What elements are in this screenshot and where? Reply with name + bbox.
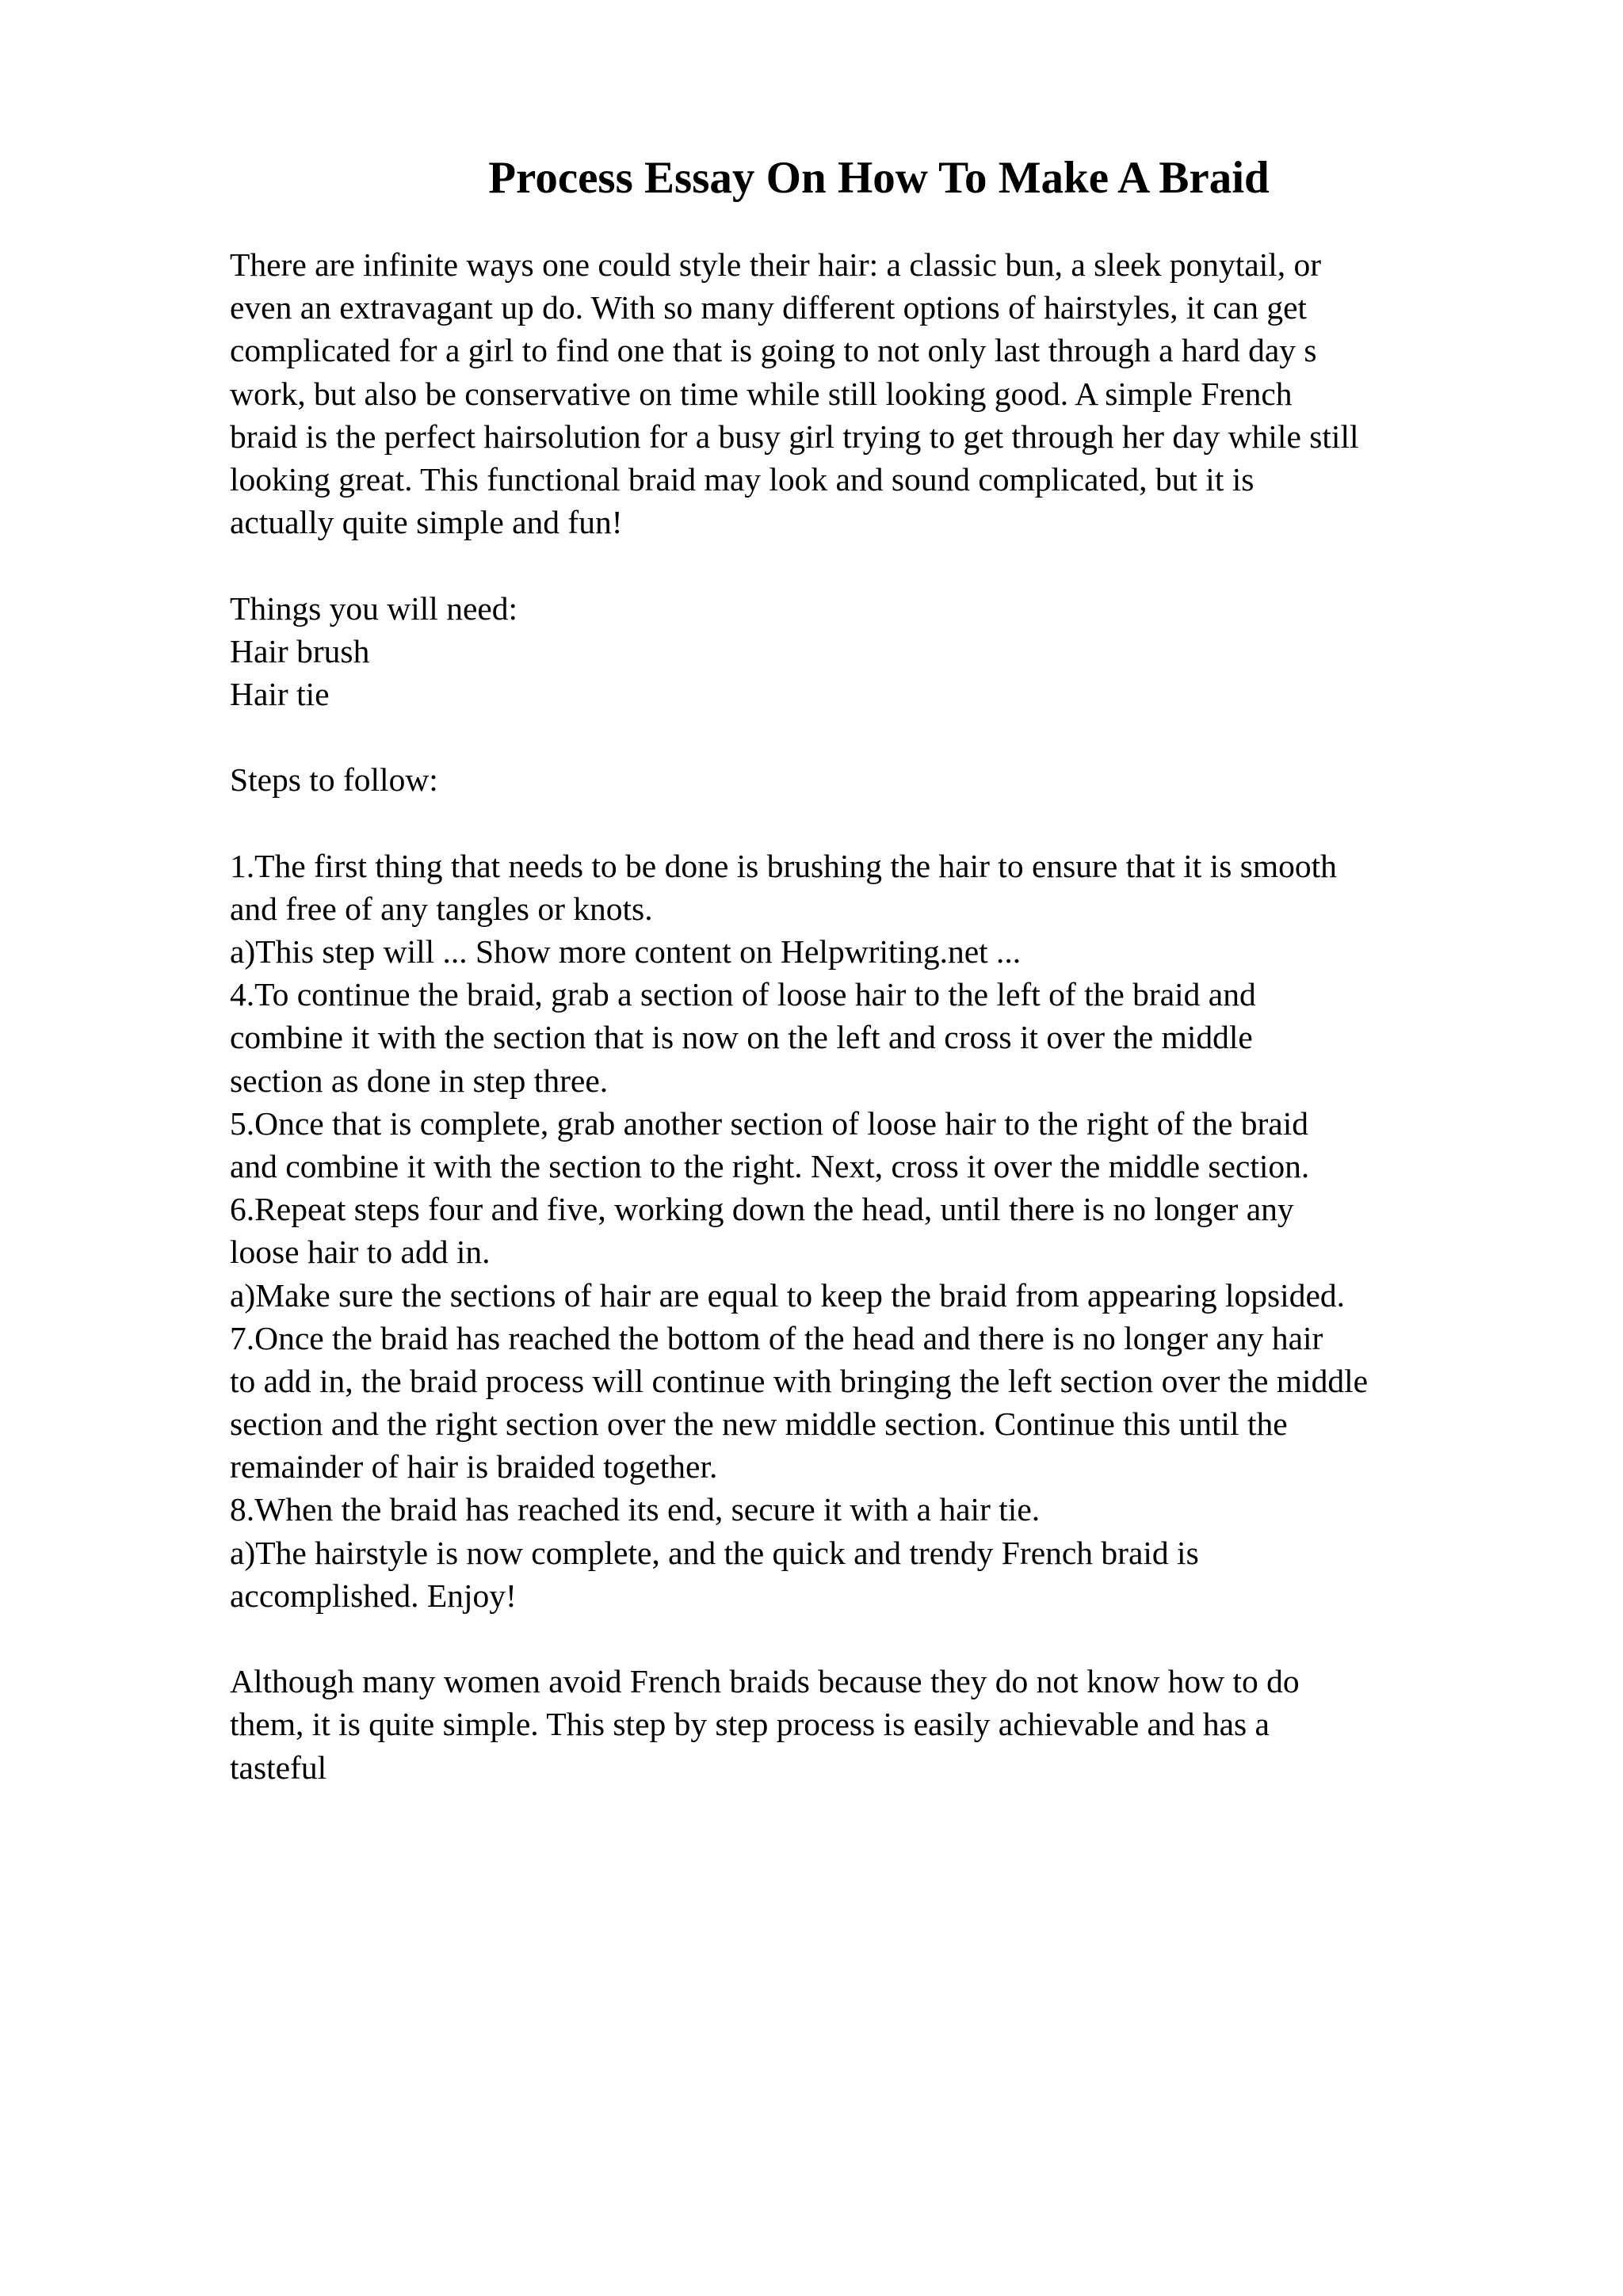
paragraph-gap bbox=[230, 715, 1545, 758]
step-line: 1.The first thing that needs to be done is brushing the hair to ensure that it is smooth bbox=[230, 847, 1337, 884]
materials-heading: Things you will need: bbox=[230, 589, 518, 627]
text-line: tasteful bbox=[230, 1749, 327, 1786]
step-line: section and the right section over the new middle section. Continue this until the bbox=[230, 1405, 1288, 1443]
step-line: a)The hairstyle is now complete, and the quick and trendy French braid is bbox=[230, 1534, 1199, 1571]
text-line: work, but also be conservative on time while still looking good. A simple French bbox=[230, 375, 1293, 412]
step-line: a)Make sure the sections of hair are equal to keep the braid from appearing lopsided. bbox=[230, 1276, 1346, 1314]
text-line: Although many women avoid French braids because they do not know how to do bbox=[230, 1663, 1300, 1700]
paragraph-gap bbox=[230, 1617, 1545, 1660]
step-line: a)This step will ... Show more content on Helpwriting.net ... bbox=[230, 933, 1022, 970]
text-line: There are infinite ways one could style their hair: a classic bun, a sleek ponytail, or bbox=[230, 246, 1322, 283]
step-line: 7.Once the braid has reached the bottom of the head and there is no longer any hair bbox=[230, 1319, 1323, 1356]
materials-item: Hair brush bbox=[230, 632, 370, 669]
steps-list bbox=[230, 845, 1545, 1617]
paragraph-gap bbox=[230, 801, 1545, 844]
step-line: and free of any tangles or knots. bbox=[230, 890, 653, 927]
step-line: 5.Once that is complete, grab another section of loose hair to the right of the braid bbox=[230, 1104, 1309, 1142]
step-line: and combine it with the section to the right. Next, cross it over the middle section. bbox=[230, 1147, 1310, 1184]
materials-section bbox=[230, 587, 1545, 716]
text-line: them, it is quite simple. This step by step process is easily achievable and has a bbox=[230, 1706, 1270, 1743]
step-line: combine it with the section that is now on the left and cross it over the middle bbox=[230, 1019, 1253, 1056]
step-line: section as done in step three. bbox=[230, 1062, 609, 1099]
document-body bbox=[230, 243, 1545, 1789]
step-line: accomplished. Enjoy! bbox=[230, 1577, 517, 1614]
steps-heading: Steps to follow: bbox=[230, 761, 438, 799]
text-line: even an extravagant up do. With so many different options of hairstyles, it can get bbox=[230, 289, 1308, 326]
conclusion-paragraph bbox=[230, 1660, 1545, 1789]
document-title: Process Essay On How To Make A Braid bbox=[488, 153, 1270, 203]
step-line: 8.When the braid has reached its end, secure it with a hair tie. bbox=[230, 1491, 1041, 1528]
materials-item: Hair tie bbox=[230, 675, 330, 712]
text-line: braid is the perfect hairsolution for a busy girl trying to get through her day while still bbox=[230, 418, 1359, 455]
text-line: looking great. This functional braid may look and sound complicated, but it is bbox=[230, 460, 1254, 498]
text-line: actually quite simple and fun! bbox=[230, 504, 623, 541]
text-line: complicated for a girl to find one that is going to not only last through a hard day s bbox=[230, 332, 1317, 369]
step-line: 6.Repeat steps four and five, working down the head, until there is no longer any bbox=[230, 1191, 1294, 1228]
step-line: remainder of hair is braided together. bbox=[230, 1448, 718, 1486]
step-line: loose hair to add in. bbox=[230, 1234, 491, 1271]
intro-paragraph bbox=[230, 243, 1545, 543]
paragraph-gap bbox=[230, 543, 1545, 586]
step-line: to add in, the braid process will continue with bringing the left section over the middle bbox=[230, 1362, 1369, 1399]
step-line: 4.To continue the braid, grab a section of loose hair to the left of the braid and bbox=[230, 976, 1256, 1013]
